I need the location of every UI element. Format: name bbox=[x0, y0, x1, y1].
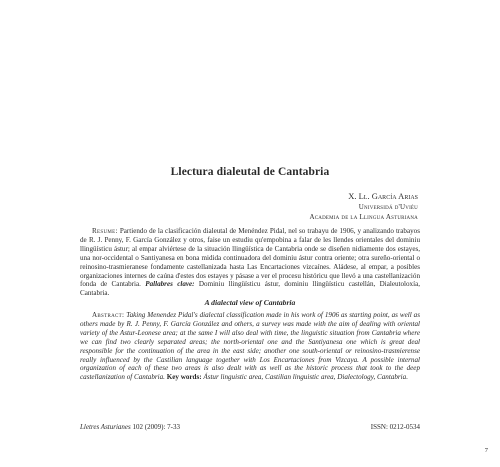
affiliation-university: Universidá d'Uviéu bbox=[358, 202, 418, 211]
english-title: A dialectal view of Cantabria bbox=[204, 298, 296, 307]
abstract-en-text: Taking Menendez Pidal's dialectal classification made in his work of 1906 as starting point, as well as others made by R. J. Penny, F. García González and others, a survey was made with the aim of dealing with oriental variety of the Astur-Leonese area; at the same I will also deal with time, the linguistic situation from Cantabria where we can find two clearly separated areas; the north-oriental one and the Santiyanesa one which is great deal responsible for the continuation of the area in the east side; another one south-oriental or reinosino-trasmierense really influenced by the Castilian language together with Los Encartaciones from Vizcaya. A possible internal organization of each of these two areas is also dealt with as well as the historic process that took to the deep castellanization of Cantabria. bbox=[80, 311, 420, 382]
abstract-asturian bbox=[80, 227, 420, 298]
keywords-en-text: Ástur linguistic area, Castilian linguistic area, Dialectology, Cantabria. bbox=[201, 373, 408, 382]
keywords-label: Pallabres clave: bbox=[145, 280, 195, 289]
keywords-text: Dominiu llingüísticu ástur, dominiu llingüísticu castellán, Dialeutoloxía, Cantabria. bbox=[80, 280, 421, 298]
journal-issue: 102 (2009): 7-33 bbox=[130, 423, 180, 431]
page-number: 7 bbox=[484, 447, 488, 454]
journal-name: Lletres Asturianes bbox=[80, 423, 131, 431]
journal-citation bbox=[80, 423, 180, 431]
author-name: X. Ll. García Arias bbox=[348, 191, 418, 201]
page-footer bbox=[80, 423, 420, 431]
author-block bbox=[309, 191, 418, 223]
article-title: Llectura dialeutal de Cantabria bbox=[170, 166, 330, 178]
keywords-en-label: Key words: bbox=[166, 373, 202, 382]
abstract-en-label: Abstract: bbox=[92, 311, 125, 319]
abstract-english bbox=[80, 311, 420, 382]
issn: ISSN: 0212-0534 bbox=[370, 423, 420, 431]
abstract-text: Partiendo de la clasificación dialeutal de Menéndez Pidal, nel so trabayu de 1906, y analizando trabayos de R. J. Penny, F. García González y otros, faise un estudiu qu'empobina a falar de les llendes orientales del dominiu llingüísticu ástur; al empar alviértese de la situación llingüística de Cantabria onde se diseñen nidiamente dos estayes, una nor-occidental o Santiyanesa en bona midida continuadora del dominiu ástur contra oriente; otra sureño-oriental o reinosino-trasmieranese fondamente castellanizada hasta Las Encartaciones vizcaínes. Aládese, al empar, a posibles organizaciones internes de caúna d'estes dos estayes y pásase a ver el procesu históricu que llevó a una castellanización fonda de Cantabria. bbox=[80, 227, 420, 289]
affiliation-academy: Academia de la Llingua Asturiana bbox=[309, 213, 418, 221]
abstract-label: Resume: bbox=[92, 227, 118, 235]
